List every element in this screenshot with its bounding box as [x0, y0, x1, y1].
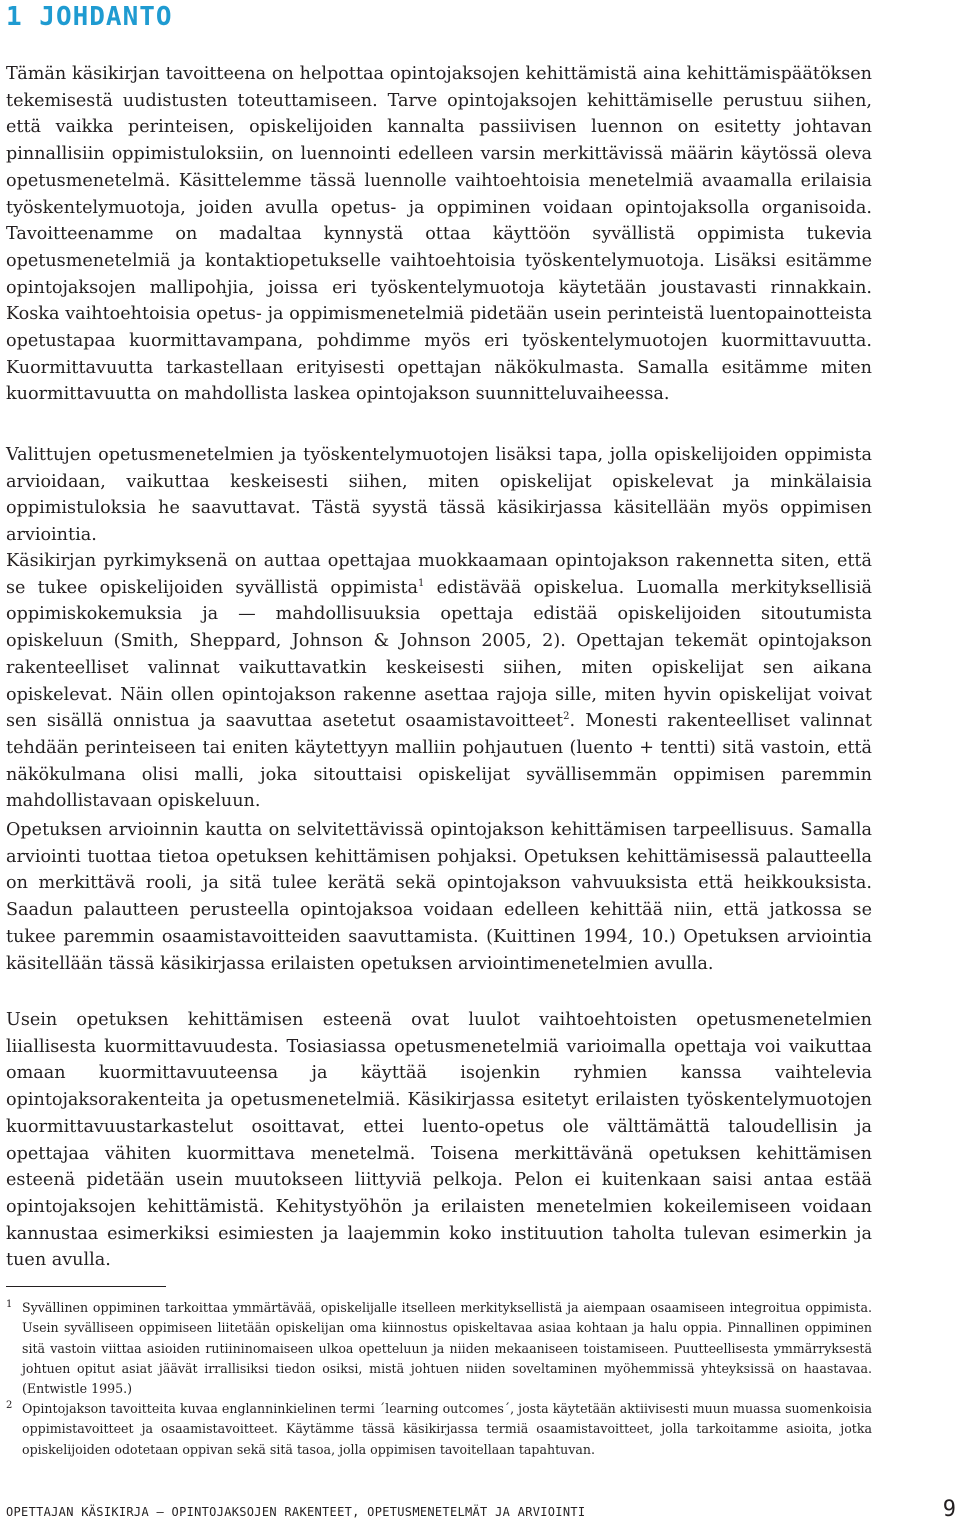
- footnote-ref-1[interactable]: 1: [418, 577, 425, 589]
- paragraph-assessment: Valittujen opetusmenetelmien ja työskentelymuotojen lisäksi tapa, jolla opiskelijoiden oppimista arvioidaan, vaikuttaa keskeisesti siihen, miten opiskelijat opiskelevat ja minkälaisia oppimistuloksia he saavuttavat. Tästä syystä tässä käsikirjassa käsitellään myös oppimisen arviointia.: [6, 445, 872, 546]
- chapter-heading: 1 JOHDANTO: [6, 2, 173, 32]
- paragraph-text: edistävää opiskelua. Luomalla merkityksellisiä oppimiskokemuksia ja — mahdollisuuksia opettaja edistää opiskelijoiden sitoutumista opiskeluun (Smith, Sheppard, Johnson & Johnson 2005, 2). Opettajan tekemät opintojakson rakenteelliset valinnat vaikuttavatkin keskeisesti siihen, miten opiskelijat sen aikana opiskelevat. Näin ollen opintojakson rakenne asettaa rajoja sille, miten hyvin opiskelijat voivat sen sisällä onnistua ja saavuttaa asetetut osaamistavoitteet: [6, 577, 872, 732]
- paragraph-text: . Monesti rakenteelliset valinnat tehdään perinteiseen tai eniten käytettyyn malliin pohjautuen (luento + tentti) sitä vastoin, että näkökulmana olisi malli, joka sitouttaisi opiskelijat syvällisemmän oppimisen paremmin mahdollistavaan opiskeluun.: [6, 711, 872, 812]
- running-footer: OPETTAJAN KÄSIKIRJA — OPINTOJAKSOJEN RAKENTEET, OPETUSMENETELMÄT JA ARVIOINTI: [6, 1505, 586, 1519]
- paragraph-course-structure: [6, 548, 872, 815]
- footnote-ref-2[interactable]: 2: [563, 711, 570, 723]
- paragraph-evaluation: Opetuksen arvioinnin kautta on selvitettävissä opintojakson kehittämisen tarpeellisuus. Samalla arviointi tuottaa tietoa opetuksen kehittämisen pohjaksi. Opetuksen kehittämisessä palautteella on merkittävä rooli, ja sitä tulee kerätä sekä opintojakson vahvuuksista että heikkouksista. Saadun palautteen perusteella opintojaksoa voidaan edelleen kehittää niin, että jatkossa se tukee paremmin osaamistavoitteiden saavuttamista. (Kuittinen 1994, 10.) Opetuksen arviointia käsitellään tässä käsikirjassa erilaisten opetuksen arviointimenetelmien avulla.: [6, 820, 872, 974]
- footnote-1: [6, 1298, 872, 1399]
- footnote-divider: [6, 1286, 166, 1287]
- footnote-number: 1: [6, 1299, 13, 1310]
- paragraph-intro: Tämän käsikirjan tavoitteena on helpottaa opintojaksojen kehittämistä aina kehittämispäätöksen tekemisestä uudistusten toteuttamiseen. Tarve opintojaksojen kehittämiselle perustuu siihen, että vaikka perinteisen, opiskelijoiden kannalta passiivisen luennon on esitetty johtavan pinnallisiin oppimistuloksiin, on luennointi edelleen varsin merkittävissä määrin käytössä oleva opetusmenetelmä. Käsittelemme tässä luennolle vaihtoehtoisia menetelmiä avaamalla erilaisia työskentelymuotoja, joiden avulla opetus- ja oppiminen voidaan opintojaksolla organisoida. Tavoitteenamme on madaltaa kynnystä ottaa käyttöön syvällistä oppimista tukevia opetusmenetelmiä ja kontaktiopetukselle vaihtoehtoisia työskentelymuotoja. Lisäksi esitämme opintojaksojen mallipohjia, joissa eri työskentelymuotoja käytetään joustavasti rinnakkain. Koska vaihtoehtoisia opetus- ja oppimismenetelmiä pidetään usein perinteistä luentopainotteista opetustapaa kuormittavampana, pohdimme myös eri työskentelymuotojen kuormittavuutta. Kuormittavuutta tarkastellaan erityisesti opettajan näkökulmasta. Samalla esitämme miten kuormittavuutta on mahdollista laskea opintojakson suunnitteluvaiheessa.: [6, 64, 872, 405]
- page-number: 9: [942, 1497, 956, 1522]
- footnote-text: Syvällinen oppiminen tarkoittaa ymmärtävää, opiskelijalle itselleen merkityksellistä ja aiempaan osaamiseen integroitua oppimista. Usein syvälliseen oppimiseen liitetään opiskelijan oma kiinnostus opiskeltavaa asiaa kohtaan ja halu oppia. Pinnallinen oppiminen sitä vastoin viittaa asioiden rutiininomaiseen ulkoa opetteluun ja niiden mekaaniseen toistamiseen. Puutteellisesta ymmärryksestä johtuen opitut asiat jäävät irrallisiksi tiedon osiksi, mistä johtuen niiden soveltaminen myöhemmissä yhteyksissä on haastavaa. (Entwistle 1995.): [22, 1300, 872, 1397]
- footnote-2: [6, 1399, 872, 1460]
- footnote-number: 2: [6, 1400, 13, 1411]
- paragraph-obstacles: Usein opetuksen kehittämisen esteenä ovat luulot vaihtoehtoisten opetusmenetelmien liiallisesta kuormittavuudesta. Tosiasiassa opetusmenetelmiä varioimalla opettaja voi vaikuttaa omaan kuormittavuuteensa ja käyttää isojenkin ryhmien kanssa vaihtelevia opintojaksorakenteita ja opetusmenetelmiä. Käsikirjassa esitetyt erilaisten työskentelymuotojen kuormittavuustarkastelut osoittavat, ettei luento-opetus ole välttämättä taloudellisin ja opettajaa vähiten kuormittava menetelmä. Toisena merkittävänä opetuksen kehittämisen esteenä pidetään usein muutokseen liittyviä pelkoja. Pelon ei kuitenkaan saisi antaa estää opintojaksojen kehittämistä. Kehitystyöhön ja erilaisten menetelmien kokeilemiseen voidaan kannustaa esimerkiksi esimiesten ja laajemmin koko instituution taholta tulevan esimerkin ja tuen avulla.: [6, 1010, 872, 1271]
- paragraph-text: Käsikirjan pyrkimyksenä on auttaa opettajaa muokkaamaan opintojakson rakennetta siten, että se tukee opiskelijoiden syvällistä oppimista: [6, 551, 872, 598]
- footnote-text: Opintojakson tavoitteita kuvaa englanninkielinen termi ´learning outcomes´, josta käytetään aktiivisesti muun muassa suomenkoisia oppimistavoitteet ja osaamistavoitteet. Käytämme tässä käsikirjassa termiä osaamistavoitteet, jolla tarkoitamme asioita, jotka opiskelijoiden odotetaan oppivan sekä sitä tasoa, jolla oppimisen tavoitellaan tapahtuvan.: [22, 1401, 872, 1457]
